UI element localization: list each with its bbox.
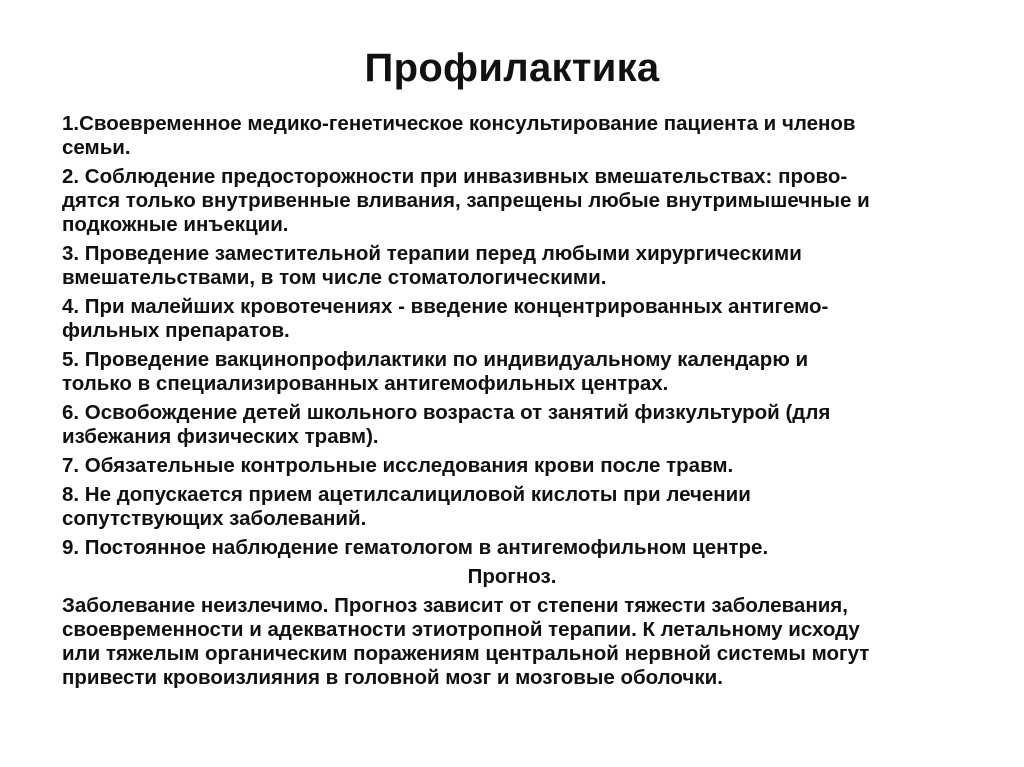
text-line: фильных препаратов. [62,319,290,342]
text-line: Заболевание неизлечимо. Прогноз зависит от степени тяжести заболевания, [62,594,848,617]
list-item-9 [62,536,962,560]
text-line: 9. Постоянное наблюдение гематологом в антигемофильном центре. [62,536,769,559]
list-item-4 [62,295,962,343]
text-line: дятся только внутривенные вливания, запрещены любые внутримышечные и [62,189,870,212]
text-line: вмешательствами, в том числе стоматологическими. [62,266,607,289]
text-line: 4. При малейших кровотечениях - введение концентрированных антигемо- [62,295,829,318]
text-line: семьи. [62,136,131,159]
text-line: своевременности и адекватности этиотропной терапии. К летальному исходу [62,618,860,641]
prognosis-heading: Прогноз. [467,565,557,588]
list-item-5 [62,348,962,396]
list-item-6 [62,401,962,449]
prognosis-paragraph [62,594,962,690]
list-item-2 [62,165,962,237]
text-line: избежания физических травм). [62,425,379,448]
text-line: только в специализированных антигемофильных центрах. [62,372,669,395]
text-line: 6. Освобождение детей школьного возраста от занятий физкультурой (для [62,401,831,424]
text-line: 7. Обязательные контрольные исследования крови после травм. [62,454,734,477]
text-line: 1.Своевременное медико-генетическое консультирование пациента и членов [62,112,856,135]
text-line: 8. Не допускается прием ацетилсалициловой кислоты при лечении [62,483,751,506]
text-line: или тяжелым органическим поражениям центральной нервной системы могут [62,642,870,665]
text-line: 2. Соблюдение предосторожности при инвазивных вмешательствах: прово- [62,165,848,188]
slide-title: Профилактика [364,46,660,90]
text-line: подкожные инъекции. [62,213,289,236]
text-line: привести кровоизлияния в головной мозг и мозговые оболочки. [62,666,723,689]
list-item-1 [62,112,962,160]
slide-content [62,112,962,695]
list-item-8 [62,483,962,531]
text-line: сопутствующих заболеваний. [62,507,367,530]
text-line: 3. Проведение заместительной терапии перед любыми хирургическими [62,242,802,265]
text-line: 5. Проведение вакцинопрофилактики по индивидуальному календарю и [62,348,809,371]
list-item-7 [62,454,962,478]
list-item-3 [62,242,962,290]
